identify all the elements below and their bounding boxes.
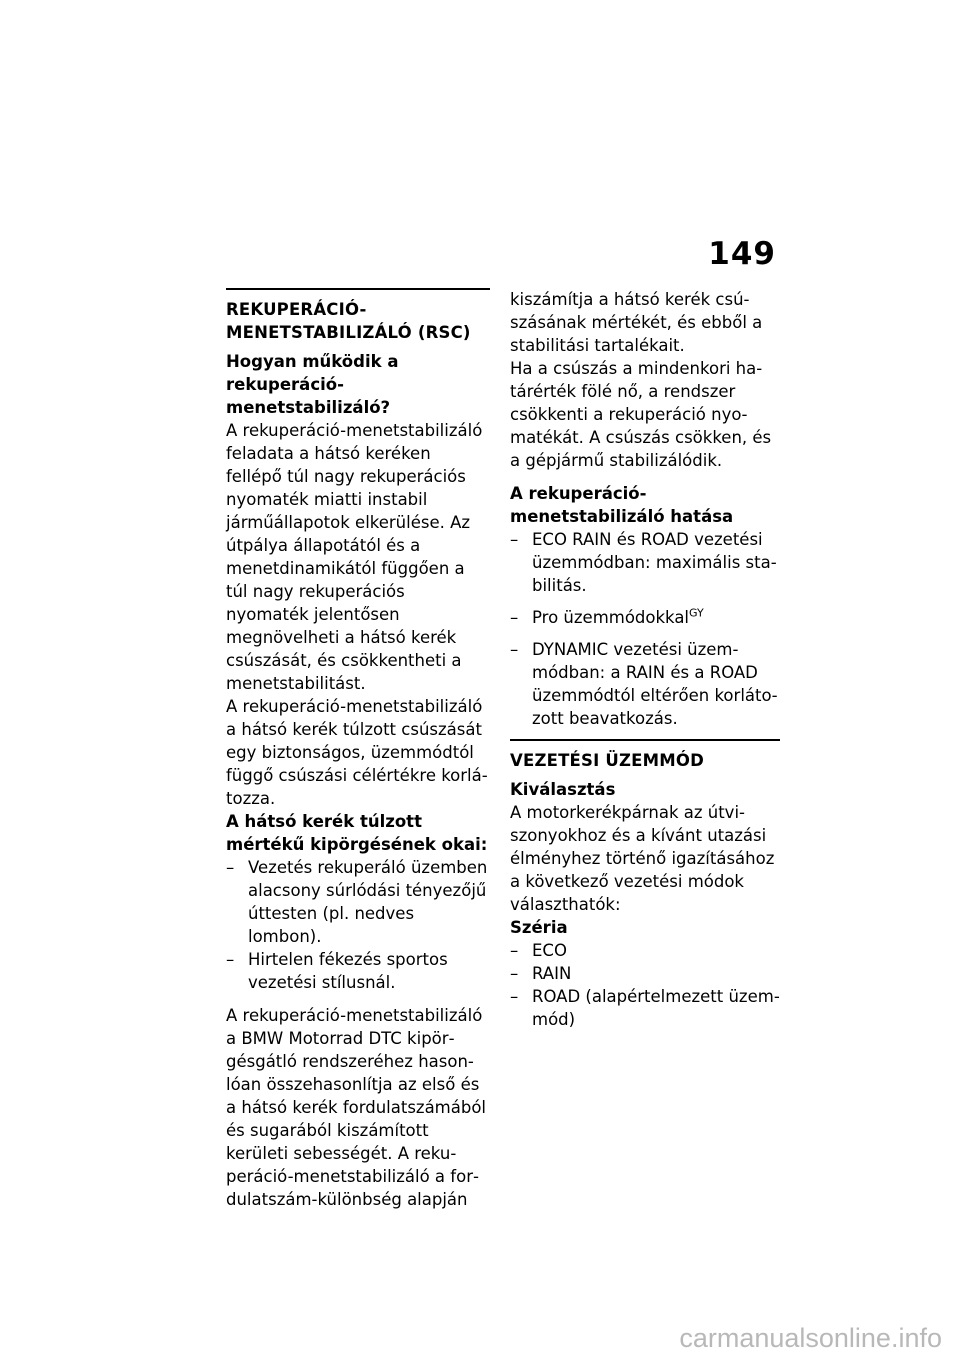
- footnote-marker: GY: [689, 606, 704, 620]
- series-heading: Széria: [510, 918, 568, 937]
- list-item: – Hirtelen fékezés sportos vezetési stílusnál.: [226, 948, 490, 994]
- list-item-text: DYNAMIC vezetési üzemmódban: a RAIN és a ROAD üzemmódtól eltérően korlátozott beavatkozás.: [532, 640, 778, 728]
- list-item: – RAIN: [510, 962, 780, 985]
- list-item: – Vezetés rekuperáló üzemben alacsony súrlódási tényezőjű úttesten (pl. nedves lombon).: [226, 856, 490, 948]
- paragraph: Ha a csúszás a mindenkori határérték fölé nő, a rendszer csökkenti a rekuperáció nyomatékát. A csúszás csökken, és a gépjármű stabilizálódik.: [510, 359, 772, 470]
- question-heading: Hogyan működik a rekuperáció-menetstabilizáló?: [226, 352, 399, 417]
- select-heading: Kiválasztás: [510, 780, 616, 799]
- paragraph: A rekuperáció-menetstabilizáló a BMW Motorrad DTC kipörgésgátló rendszeréhez hasonlóan összehasonlítja az első és a hátsó kerék fordulatszámából és sugarából kiszámított kerületi sebességét. A rekuperáció-menetstabilizáló a fordulatszám-különbség alapján: [226, 1006, 487, 1209]
- section-divider: [226, 288, 490, 290]
- list-item-text: ECO RAIN és ROAD vezetési üzemmódban: maximális stabilitás.: [532, 530, 777, 595]
- list-item: – ECO: [510, 939, 780, 962]
- section-divider: [510, 739, 780, 741]
- paragraph: A motorkerékpárnak az útviszonyokhoz és a kívánt utazási élményhez történő igazításához a következő vezetési módok választhatók:: [510, 803, 775, 914]
- watermark: carmanualsonline.info: [679, 1323, 942, 1353]
- section-title: VEZETÉSI ÜZEMMÓD: [510, 751, 704, 770]
- causes-heading: A hátsó kerék túlzott mértékű kipörgésének okai:: [226, 812, 488, 854]
- paragraph: A rekuperáció-menetstabilizáló feladata a hátsó keréken fellépő túl nagy rekuperációs nyomaték miatti instabil járműállapotok elkerülése. Az útpálya állapotától és a menetdinamikától függően a túl nagy rekuperációs nyomaték jelentősen megnövelheti a hátsó kerék csúszását, és csökkentheti a menetstabilitást.: [226, 421, 483, 693]
- list-item-text: Pro üzemmódokkal: [532, 608, 690, 627]
- effect-heading: A rekuperáció-menetstabilizáló hatása: [510, 484, 734, 526]
- right-column: [510, 288, 780, 1031]
- list-item: [510, 606, 780, 629]
- section-title: REKUPERÁCIÓ-MENETSTABILIZÁLÓ (RSC): [226, 300, 471, 342]
- page-number: 149: [708, 236, 776, 272]
- paragraph: A rekuperáció-menetstabilizáló a hátsó kerék túlzott csúszását egy biztonságos, üzemmódtól függő csúszási célértékre korlátozza.: [226, 697, 488, 808]
- effects-list: [510, 528, 780, 730]
- left-column: [226, 288, 490, 1211]
- list-item: – ROAD (alapértelmezett üzemmód): [510, 985, 780, 1031]
- modes-list: [510, 939, 780, 1031]
- list-item: [510, 638, 780, 730]
- paragraph: kiszámítja a hátsó kerék csúszásának mértékét, és ebből a stabilitási tartalékait.: [510, 290, 763, 355]
- causes-list: [226, 856, 490, 994]
- list-item: [510, 528, 780, 597]
